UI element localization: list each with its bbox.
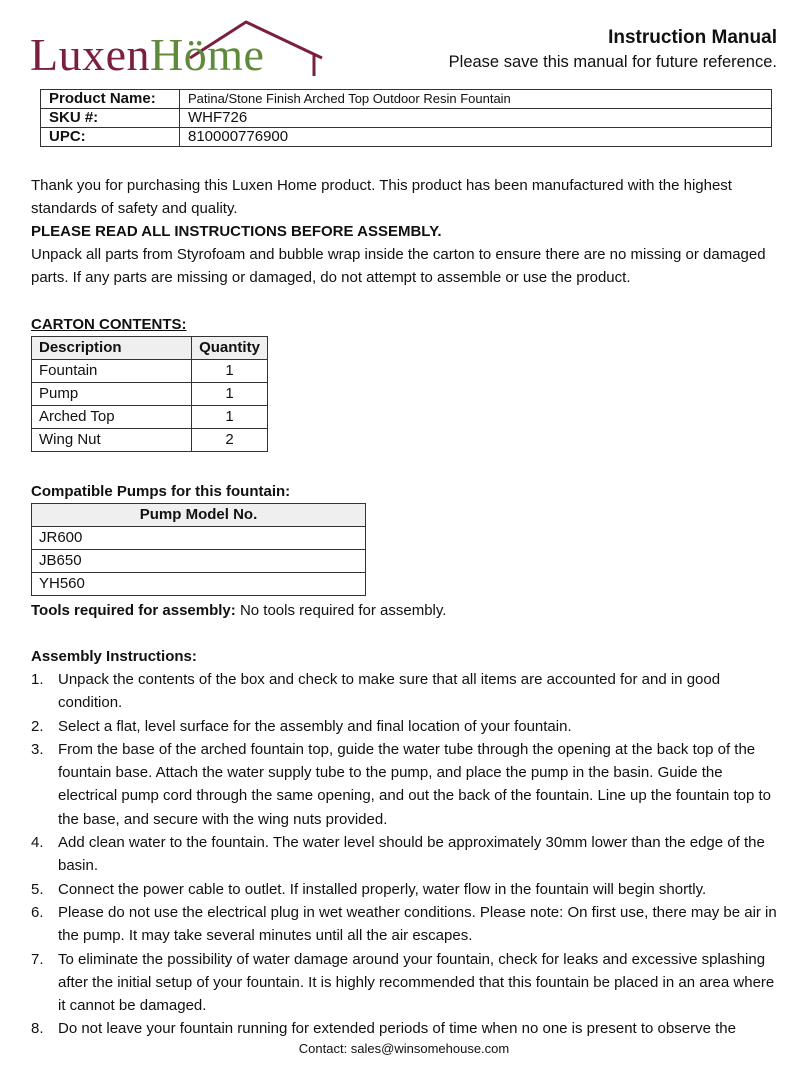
column-header-quantity: Quantity xyxy=(192,337,268,360)
carton-contents-table xyxy=(31,336,268,452)
list-item xyxy=(31,878,783,901)
step-text: Please do not use the electrical plug in wet weather conditions. Please note: On first use, there may be air in the pump. It may take several minutes until all the air escapes. xyxy=(58,903,777,945)
table-row xyxy=(32,527,366,550)
step-number: 6. xyxy=(31,903,44,921)
step-text: From the base of the arched fountain top, guide the water tube through the opening at the back top of the fountain base. Attach the water supply tube to the pump, and place the pump in the basin. Guide the electrical pump cord through the same opening, and out the back of the fountain. Line up the fountain top to the base, and secure with the wing nuts provided. xyxy=(58,740,771,828)
table-row xyxy=(32,406,268,429)
tools-required xyxy=(31,599,781,622)
item-quantity: 2 xyxy=(192,429,268,452)
manual-subtitle: Please save this manual for future reference. xyxy=(448,53,777,71)
pump-model: JR600 xyxy=(32,527,366,550)
list-item xyxy=(31,738,783,831)
step-number: 2. xyxy=(31,717,44,735)
tools-label: Tools required for assembly: xyxy=(31,602,236,619)
carton-heading: CARTON CONTENTS: xyxy=(31,316,187,333)
step-text: Do not leave your fountain running for extended periods of time when no one is present to observe the xyxy=(58,1020,736,1038)
step-text: Add clean water to the fountain. The water level should be approximately 30mm lower than the edge of the basin. xyxy=(58,834,765,875)
list-item xyxy=(31,1017,783,1040)
item-description: Arched Top xyxy=(32,406,192,429)
item-description: Fountain xyxy=(32,360,192,383)
item-description: Wing Nut xyxy=(32,429,192,452)
footer-contact: Contact: sales@winsomehouse.com xyxy=(298,1041,510,1056)
upc-label: UPC: xyxy=(41,128,180,147)
table-header-row xyxy=(32,337,268,360)
step-number: 8. xyxy=(31,1020,44,1038)
step-text: To eliminate the possibility of water damage around your fountain, check for leaks and excessive splashing after the initial setup of your fountain. It is highly recommended that this fountain be placed in an area where it cannot be damaged. xyxy=(58,950,775,1015)
logo-wordmark xyxy=(30,30,264,80)
sku-label: SKU #: xyxy=(41,109,180,128)
product-info-table xyxy=(40,89,772,147)
step-text: Select a flat, level surface for the assembly and final location of your fountain. xyxy=(58,717,572,735)
item-quantity: 1 xyxy=(192,383,268,406)
tools-text: No tools required for assembly. xyxy=(239,602,447,619)
product-name-value: Patina/Stone Finish Arched Top Outdoor Resin Fountain xyxy=(180,90,772,109)
step-number: 3. xyxy=(31,740,44,758)
intro-warning: PLEASE READ ALL INSTRUCTIONS BEFORE ASSEMBLY. xyxy=(31,223,442,240)
item-description: Pump xyxy=(32,383,192,406)
table-row xyxy=(32,383,268,406)
pumps-heading: Compatible Pumps for this fountain: xyxy=(31,483,291,500)
list-item xyxy=(31,831,783,878)
item-quantity: 1 xyxy=(192,360,268,383)
manual-title: Instruction Manual xyxy=(608,27,777,48)
column-header-pump-model: Pump Model No. xyxy=(32,504,366,527)
step-text: Unpack the contents of the box and check to make sure that all items are accounted for and in good condition. xyxy=(58,671,721,712)
list-item xyxy=(31,715,783,738)
pump-model: YH560 xyxy=(32,573,366,596)
assembly-steps-list xyxy=(31,668,783,1041)
list-item xyxy=(31,668,783,715)
sku-value: WHF726 xyxy=(180,109,772,128)
upc-value: 810000776900 xyxy=(180,128,772,147)
logo-wordmark-part1: Luxen xyxy=(30,29,151,80)
intro-unpack: Unpack all parts from Styrofoam and bubble wrap inside the carton to ensure there are no missing or damaged parts. If any parts are missing or damaged, do not attempt to assemble or use the product. xyxy=(31,246,766,287)
table-row xyxy=(32,360,268,383)
list-item xyxy=(31,901,783,948)
table-row xyxy=(32,550,366,573)
table-row xyxy=(41,90,772,109)
pump-model: JB650 xyxy=(32,550,366,573)
table-header-row xyxy=(32,504,366,527)
step-number: 1. xyxy=(31,671,44,688)
table-row xyxy=(32,573,366,596)
intro-thanks: Thank you for purchasing this Luxen Home product. This product has been manufactured with the highest standards of safety and quality. xyxy=(31,177,732,218)
step-text: Connect the power cable to outlet. If installed properly, water flow in the fountain will begin shortly. xyxy=(58,880,707,898)
table-row xyxy=(41,128,772,147)
table-row xyxy=(32,429,268,452)
step-number: 4. xyxy=(31,834,44,852)
brand-logo xyxy=(30,16,300,80)
list-item xyxy=(31,948,783,1018)
compatible-pumps-table xyxy=(31,503,366,596)
assembly-heading: Assembly Instructions: xyxy=(31,648,197,665)
column-header-description: Description xyxy=(32,337,192,360)
item-quantity: 1 xyxy=(192,406,268,429)
step-number: 5. xyxy=(31,880,44,898)
table-row xyxy=(41,109,772,128)
logo-wordmark-part2: Höme xyxy=(150,29,265,80)
product-name-label: Product Name: xyxy=(41,90,180,109)
step-number: 7. xyxy=(31,950,44,968)
